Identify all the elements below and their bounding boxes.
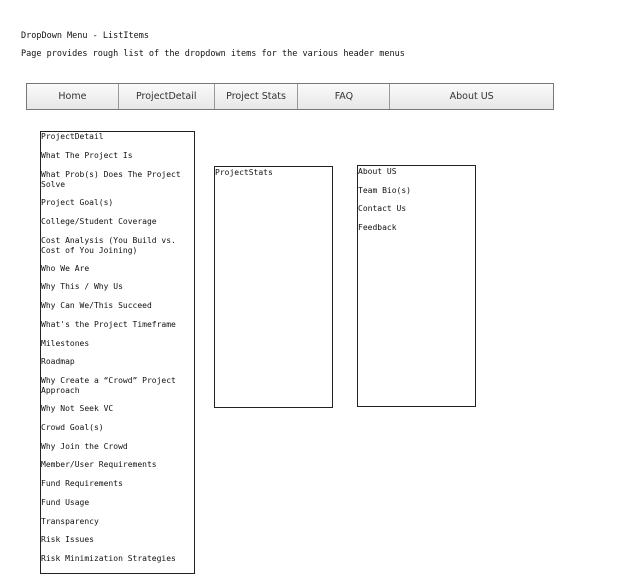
dropdown-item[interactable]: What The Project Is [41,151,133,160]
project-detail-dropdown [40,131,195,574]
dropdown-item[interactable]: Transparency [41,517,99,526]
project-stats-dropdown [214,166,333,408]
dropdown-item[interactable]: Why Create a “Crowd” Project Approach [41,376,176,395]
dropdown-item[interactable]: Crowd Goal(s) [41,423,104,432]
dropdown-item[interactable]: Feedback [358,223,397,232]
dropdown-item[interactable]: College/Student Coverage [41,217,157,226]
dropdown-item[interactable]: Member/User Requirements [41,460,157,469]
nav-about-us[interactable]: About US [449,91,494,102]
nav-home[interactable]: Home [27,84,119,109]
dropdown-item[interactable]: Why Join the Crowd [41,442,128,451]
dropdown-item[interactable]: Fund Usage [41,498,90,507]
dropdown-item[interactable]: Why Can We/This Succeed [41,301,152,310]
dropdown-item[interactable]: Roadmap [41,357,75,366]
dropdown-item[interactable]: What's the Project Timeframe [41,320,176,329]
dropdown-item[interactable]: Contact Us [358,204,407,213]
page-title: DropDown Menu - ListItems [21,31,149,41]
dropdown-item[interactable]: Risk Issues [41,535,94,544]
page-subtitle: Page provides rough list of the dropdown items for the various header menus [21,49,405,59]
dropdown-item[interactable]: Why This / Why Us [41,282,123,291]
dropdown-item[interactable]: Milestones [41,339,90,348]
dropdown-item[interactable]: Who We Are [41,264,90,273]
nav-project-stats[interactable]: Project Stats [215,84,299,109]
header-nav [26,83,554,110]
dropdown-item[interactable]: What Prob(s) Does The Project Solve [41,170,181,189]
dropdown-heading: ProjectDetail [41,132,104,141]
dropdown-heading: ProjectStats [215,168,273,177]
dropdown-item[interactable]: Cost Analysis (You Build vs. Cost of You Joining) [41,236,176,255]
about-us-dropdown [357,165,476,407]
dropdown-item[interactable]: Project Goal(s) [41,198,114,207]
nav-faq[interactable]: FAQ [298,84,390,109]
nav-project-detail[interactable]: ProjectDetail [119,84,215,109]
dropdown-heading: About US [358,167,397,176]
dropdown-item[interactable]: Team Bio(s) [358,186,411,195]
dropdown-item[interactable]: Why Not Seek VC [41,404,114,413]
dropdown-item[interactable]: Risk Minimization Strategies [41,554,176,563]
dropdown-item[interactable]: Fund Requirements [41,479,123,488]
